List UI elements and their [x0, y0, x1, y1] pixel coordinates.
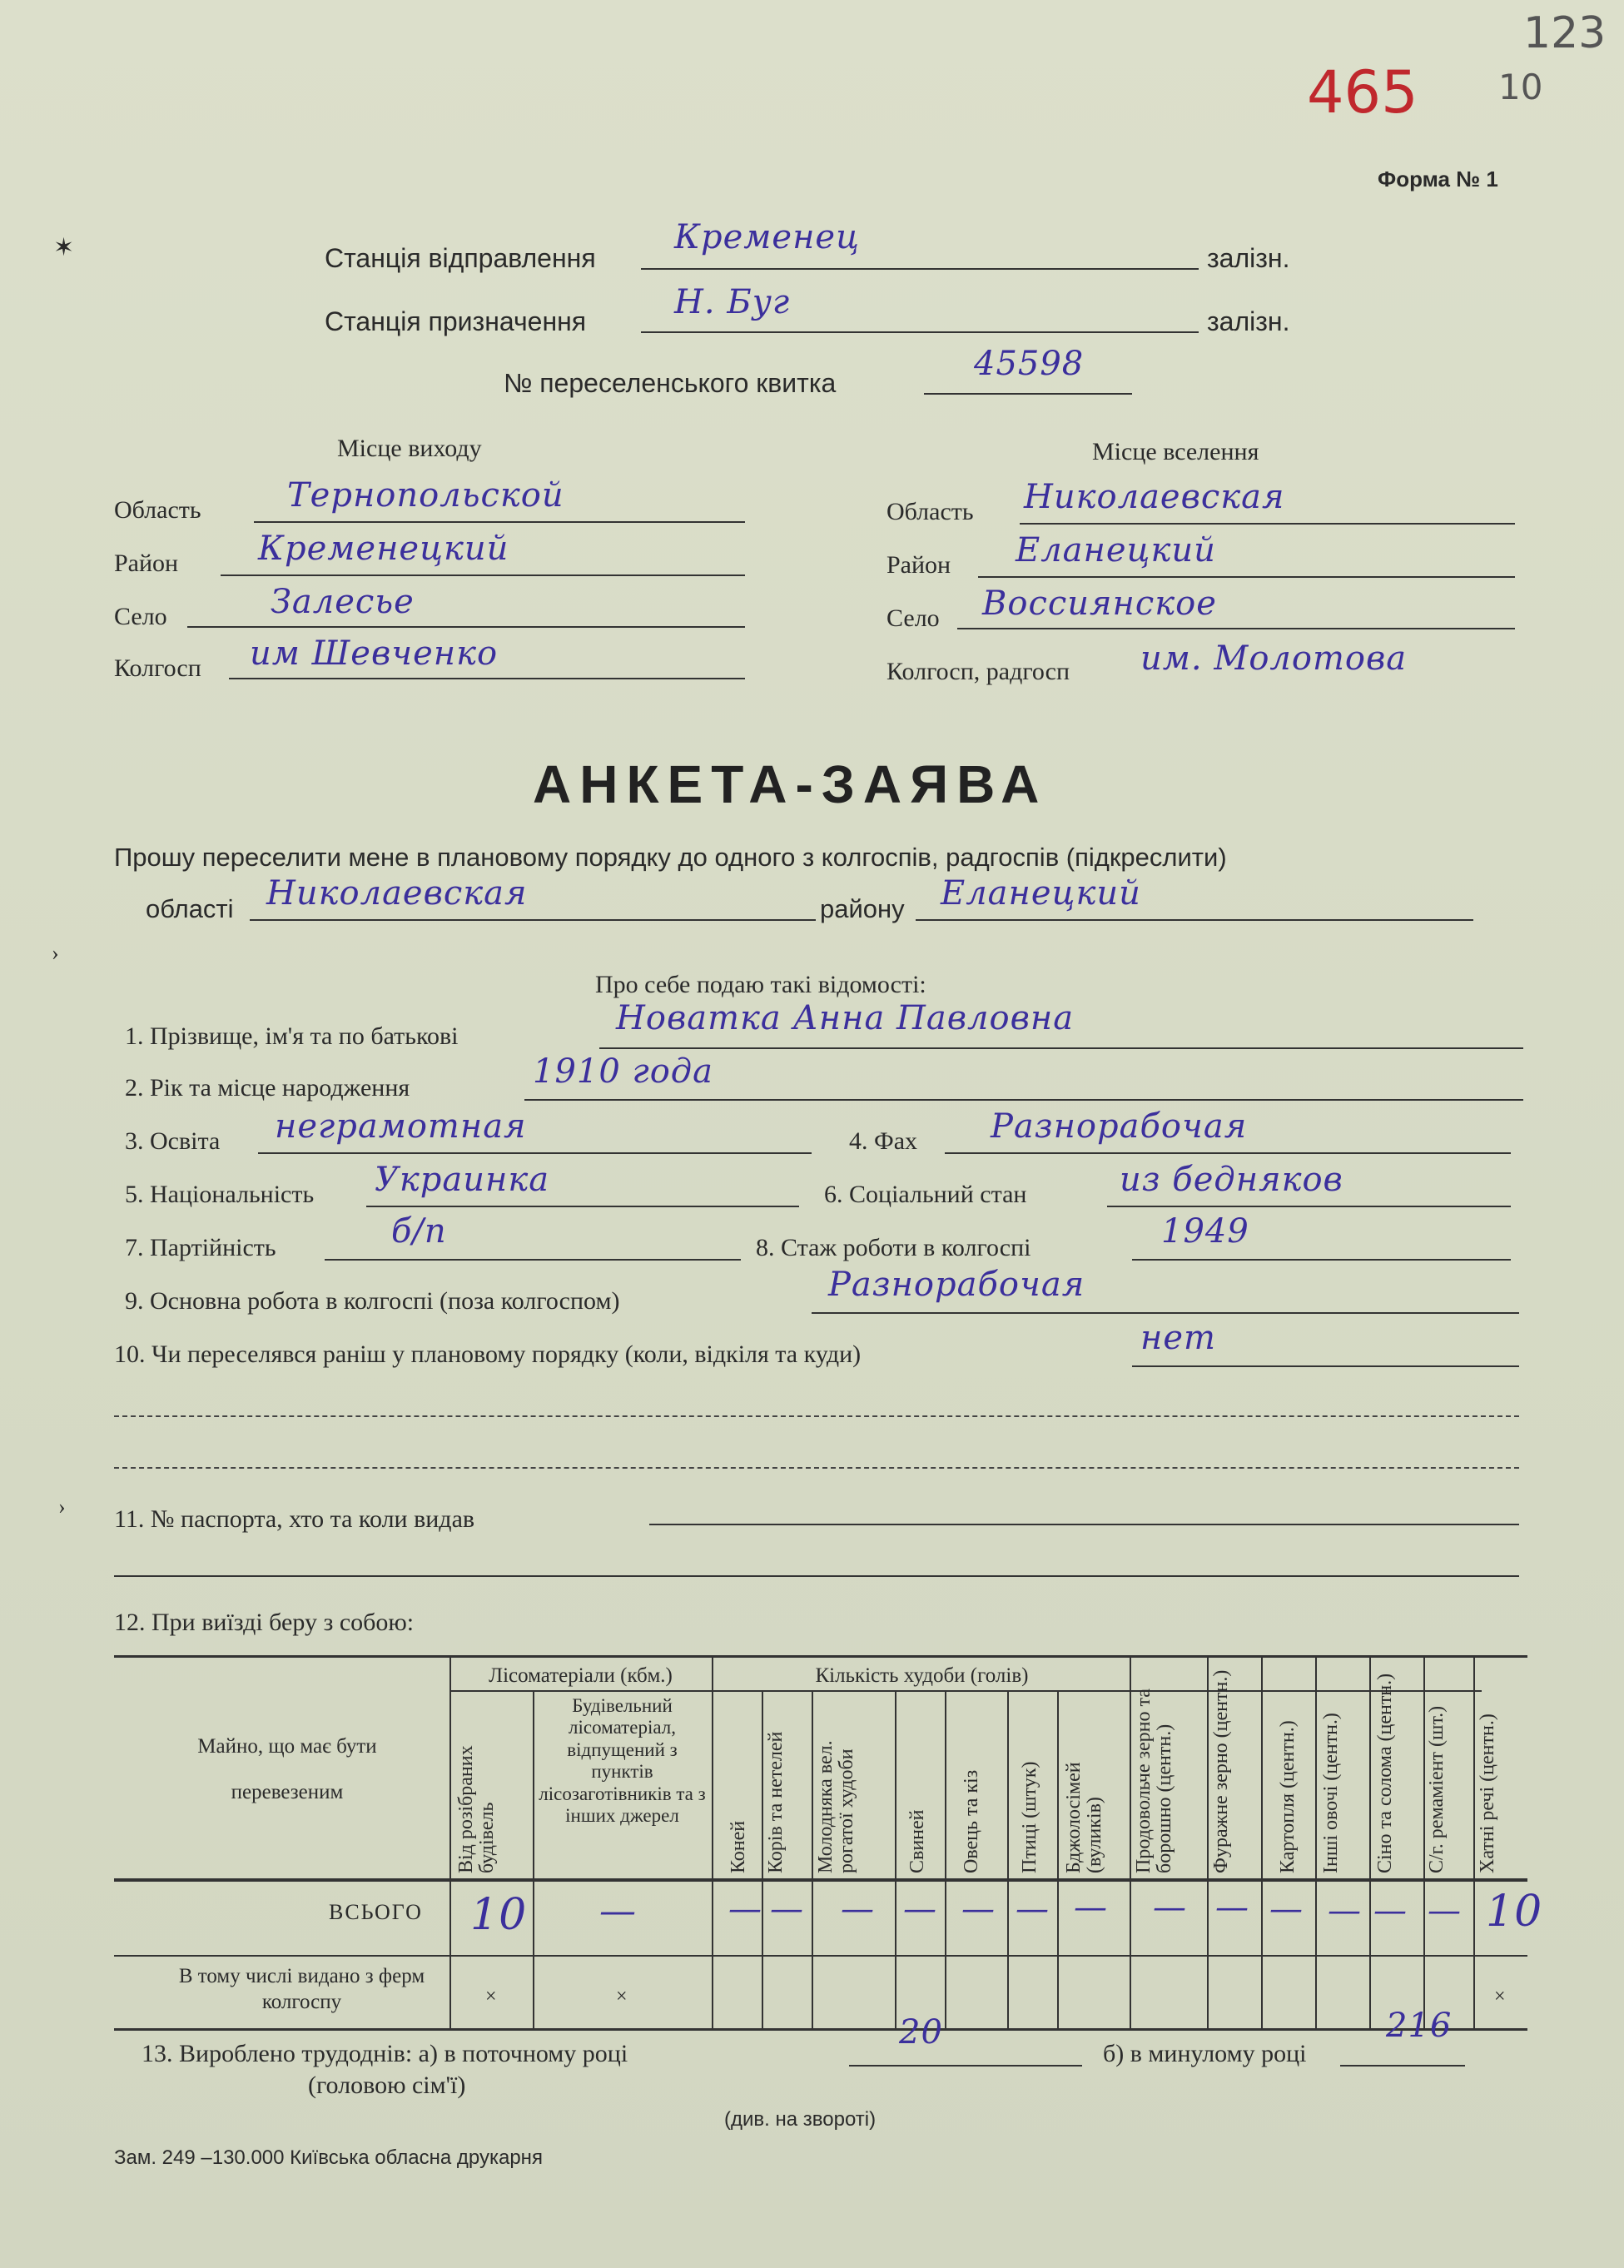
col-line	[712, 1655, 713, 2028]
workdays-current-value: 20	[899, 2013, 943, 2052]
q11-extra-line	[114, 1575, 1519, 1577]
workdays-label: 13. Вироблено трудоднів: а) в поточному році	[142, 2040, 628, 2067]
settlement-heading: Місце вселення	[1092, 438, 1259, 465]
ticket-value: 45598	[974, 345, 1085, 383]
col-sheep: Овець та кіз	[961, 1769, 982, 1873]
q5-line	[366, 1206, 799, 1207]
q8-line	[1132, 1259, 1511, 1261]
q10-extra-line-2	[114, 1467, 1519, 1469]
origin-kolhosp-value: им Шевченко	[250, 634, 499, 673]
q12-label: 12. При виїзді беру з собою:	[114, 1609, 415, 1636]
workdays-family-note: (головою сім'ї)	[308, 2072, 466, 2099]
origin-selo-line	[187, 626, 745, 628]
q5-label: 5. Національність	[125, 1181, 315, 1208]
q3-line	[258, 1152, 812, 1154]
q2-value: 1910 года	[533, 1052, 714, 1091]
q7-line	[325, 1259, 741, 1261]
col-line	[762, 1690, 763, 2028]
q6-label: 6. Соціальний стан	[824, 1181, 1027, 1208]
settlement-oblast-label: Область	[886, 498, 974, 525]
q4-line	[945, 1152, 1511, 1154]
q10-label: 10. Чи переселявся раніш у плановому порядку (коли, відкіля та куди)	[114, 1340, 862, 1368]
origin-kolhosp-label: Колгосп	[114, 654, 201, 682]
total-food-grain: —	[1153, 1888, 1187, 1927]
q7-label: 7. Партійність	[125, 1234, 276, 1261]
settlement-kolhosp-value: им. Молотова	[1140, 639, 1408, 678]
settlement-raion-line	[978, 576, 1515, 578]
total-potatoes: —	[1269, 1890, 1304, 1928]
origin-selo-value: Залесье	[271, 583, 415, 621]
margin-mark: ›	[58, 1495, 66, 1519]
departure-value: Кременец	[674, 218, 860, 256]
col-potatoes: Картопля (центн.)	[1277, 1720, 1299, 1873]
total-cows: —	[770, 1890, 804, 1928]
col-dismantled: Від розібраних будівель	[455, 1745, 499, 1873]
destination-label: Станція призначення	[325, 306, 587, 336]
q10-line	[1132, 1365, 1519, 1367]
request-oblast-value: Николаевская	[266, 874, 528, 913]
col-line	[1369, 1655, 1371, 2028]
col-line	[1207, 1655, 1209, 2028]
origin-selo-label: Село	[114, 603, 167, 630]
col-pigs: Свиней	[906, 1809, 928, 1873]
col-line	[1261, 1655, 1263, 2028]
timber-group-header: Лісоматеріали (кбм.)	[489, 1664, 673, 1687]
request-raion-value: Еланецкий	[941, 874, 1141, 913]
q11-label: 11. № паспорта, хто та коли видав	[114, 1505, 475, 1533]
col-birds: Птиці (штук)	[1019, 1761, 1040, 1873]
col-line	[1473, 1655, 1475, 2028]
col-young: Молодняка вел. рогатої худоби	[815, 1740, 858, 1873]
total-building-timber: —	[599, 1890, 637, 1932]
col-bees: Бджолосімей (вуликів)	[1063, 1762, 1106, 1873]
q1-value: Новатка Анна Павловна	[616, 999, 1075, 1037]
destination-line	[641, 331, 1199, 333]
q4-value: Разнорабочая	[991, 1107, 1248, 1146]
origin-raion-value: Кременецкий	[258, 530, 509, 568]
farm-building-timber: ×	[616, 1986, 628, 2007]
q1-label: 1. Прізвище, ім'я та по батькові	[125, 1022, 459, 1050]
total-pigs: —	[903, 1890, 937, 1928]
origin-raion-line	[221, 574, 745, 576]
workdays-current-line	[849, 2065, 1082, 2067]
railway-suffix-1: залізн.	[1207, 243, 1290, 273]
property-header: Майно, що має бути перевезеним	[197, 1735, 377, 1803]
q8-value: 1949	[1161, 1212, 1249, 1251]
col-line	[945, 1690, 946, 2028]
origin-oblast-line	[254, 521, 745, 523]
col-cows: Корів та нетелей	[765, 1731, 787, 1873]
settlement-selo-line	[957, 628, 1515, 629]
col-line	[812, 1690, 813, 2028]
margin-mark: ›	[52, 941, 59, 965]
q11-line	[649, 1524, 1519, 1525]
railway-suffix-2: залізн.	[1207, 306, 1290, 336]
farm-dismantled: ×	[485, 1986, 497, 2007]
settlement-raion-value: Еланецкий	[1016, 531, 1216, 569]
col-line	[1007, 1690, 1009, 2028]
total-vegetables: —	[1328, 1892, 1362, 1930]
form-title: АНКЕТА-ЗАЯВА	[533, 754, 1048, 814]
q5-value: Украинка	[375, 1161, 550, 1199]
origin-oblast-label: Область	[114, 496, 201, 524]
pencil-mark: 10	[1498, 67, 1543, 107]
settlement-kolhosp-label: Колгосп, радгосп	[886, 658, 1070, 685]
q2-line	[524, 1099, 1523, 1101]
q6-value: из бедняков	[1120, 1161, 1343, 1199]
q10-extra-line-1	[114, 1415, 1519, 1417]
q10-value: нет	[1140, 1319, 1216, 1357]
livestock-group-header: Кількість худоби (голів)	[815, 1664, 1029, 1687]
total-dismantled: 10	[470, 1890, 528, 1940]
origin-raion-label: Район	[114, 550, 179, 577]
printer-footer: Зам. 249 –130.000 Київська обласна друкарня	[114, 2146, 543, 2169]
col-line	[449, 1655, 451, 2028]
col-tools: С/г. ремаміент (шт.)	[1426, 1705, 1448, 1873]
destination-value: Н. Буг	[674, 283, 791, 321]
col-building-timber: Будівельний лісоматеріал, відпущений з пунктів лісозаготівників та з інших джерел	[539, 1695, 706, 1827]
total-horses: —	[728, 1890, 762, 1928]
col-household: Хатні речі (центн.)	[1477, 1713, 1498, 1873]
q9-label: 9. Основна робота в колгоспі (поза колгоспом)	[125, 1287, 620, 1315]
q6-line	[1107, 1206, 1511, 1207]
form-label: Форма № 1	[1378, 167, 1498, 191]
q3-value: неграмотная	[275, 1107, 527, 1146]
settlement-selo-value: Воссиянское	[982, 584, 1217, 623]
q2-label: 2. Рік та місце народження	[125, 1074, 410, 1102]
table-bottom-border	[114, 2028, 1527, 2031]
departure-label: Станція відправлення	[325, 243, 596, 273]
q9-value: Разнорабочая	[828, 1266, 1085, 1304]
request-raion-label: району	[820, 894, 905, 923]
settlement-raion-label: Район	[886, 551, 951, 579]
q7-value: б/п	[391, 1212, 447, 1251]
col-line	[1130, 1655, 1131, 2028]
total-hay: —	[1373, 1892, 1408, 1930]
request-oblast-label: області	[146, 894, 234, 923]
workdays-previous-line	[1340, 2065, 1465, 2067]
col-line	[1057, 1690, 1059, 2028]
ticket-line	[924, 393, 1132, 395]
workdays-previous-value: 216	[1386, 2007, 1453, 2045]
request-text: Прошу переселити мене в плановому порядку до одного з колгоспів, радгоспів (підкреслити)	[114, 843, 1227, 872]
origin-oblast-value: Тернопольской	[287, 476, 564, 515]
total-bees: —	[1074, 1888, 1108, 1927]
reverse-note: (див. на звороті)	[724, 2108, 877, 2131]
total-birds: —	[1016, 1890, 1050, 1928]
col-feed-grain: Фуражне зерно (центн.)	[1210, 1669, 1232, 1873]
archive-number-pencil: 123	[1523, 8, 1607, 58]
settlement-oblast-line	[1020, 523, 1515, 525]
archive-number-red: 465	[1307, 58, 1418, 127]
total-household: 10	[1486, 1887, 1543, 1937]
origin-heading: Місце виходу	[337, 435, 482, 462]
ticket-label: № переселенського квитка	[504, 368, 837, 398]
origin-kolhosp-line	[229, 678, 745, 679]
q8-label: 8. Стаж роботи в колгоспі	[756, 1234, 1031, 1261]
about-heading: Про себе подаю такі відомості:	[595, 971, 926, 998]
farm-household: ×	[1494, 1986, 1506, 2007]
settlement-oblast-value: Николаевская	[1024, 478, 1285, 516]
departure-line	[641, 268, 1199, 270]
total-tools: —	[1428, 1892, 1462, 1930]
col-line	[533, 1690, 534, 2028]
col-horses: Коней	[728, 1820, 749, 1873]
request-oblast-line	[250, 919, 816, 921]
col-line	[1315, 1655, 1317, 2028]
request-raion-line	[916, 919, 1473, 921]
q4-label: 4. Фах	[849, 1127, 918, 1155]
workdays-previous-label: б) в минулому році	[1103, 2040, 1307, 2067]
total-row-label: ВСЬОГО	[329, 1900, 423, 1924]
col-vegetables: Інші овочі (центн.)	[1320, 1713, 1342, 1873]
col-hay: Сіно та солома (центн.)	[1374, 1673, 1396, 1873]
total-young: —	[841, 1890, 875, 1928]
col-line	[895, 1690, 896, 2028]
q9-line	[812, 1312, 1519, 1314]
settlement-selo-label: Село	[886, 604, 940, 632]
col-food-grain: Продовольче зерно та борошно (центн.)	[1133, 1689, 1176, 1873]
total-feed-grain: —	[1215, 1888, 1249, 1927]
q3-label: 3. Освіта	[125, 1127, 221, 1155]
q1-line	[599, 1047, 1523, 1049]
margin-mark: ✶	[53, 234, 75, 261]
farm-row-label: В тому числі видано з ферм колгоспу	[178, 1965, 425, 2014]
col-line	[1423, 1655, 1425, 2028]
total-sheep: —	[961, 1890, 996, 1928]
